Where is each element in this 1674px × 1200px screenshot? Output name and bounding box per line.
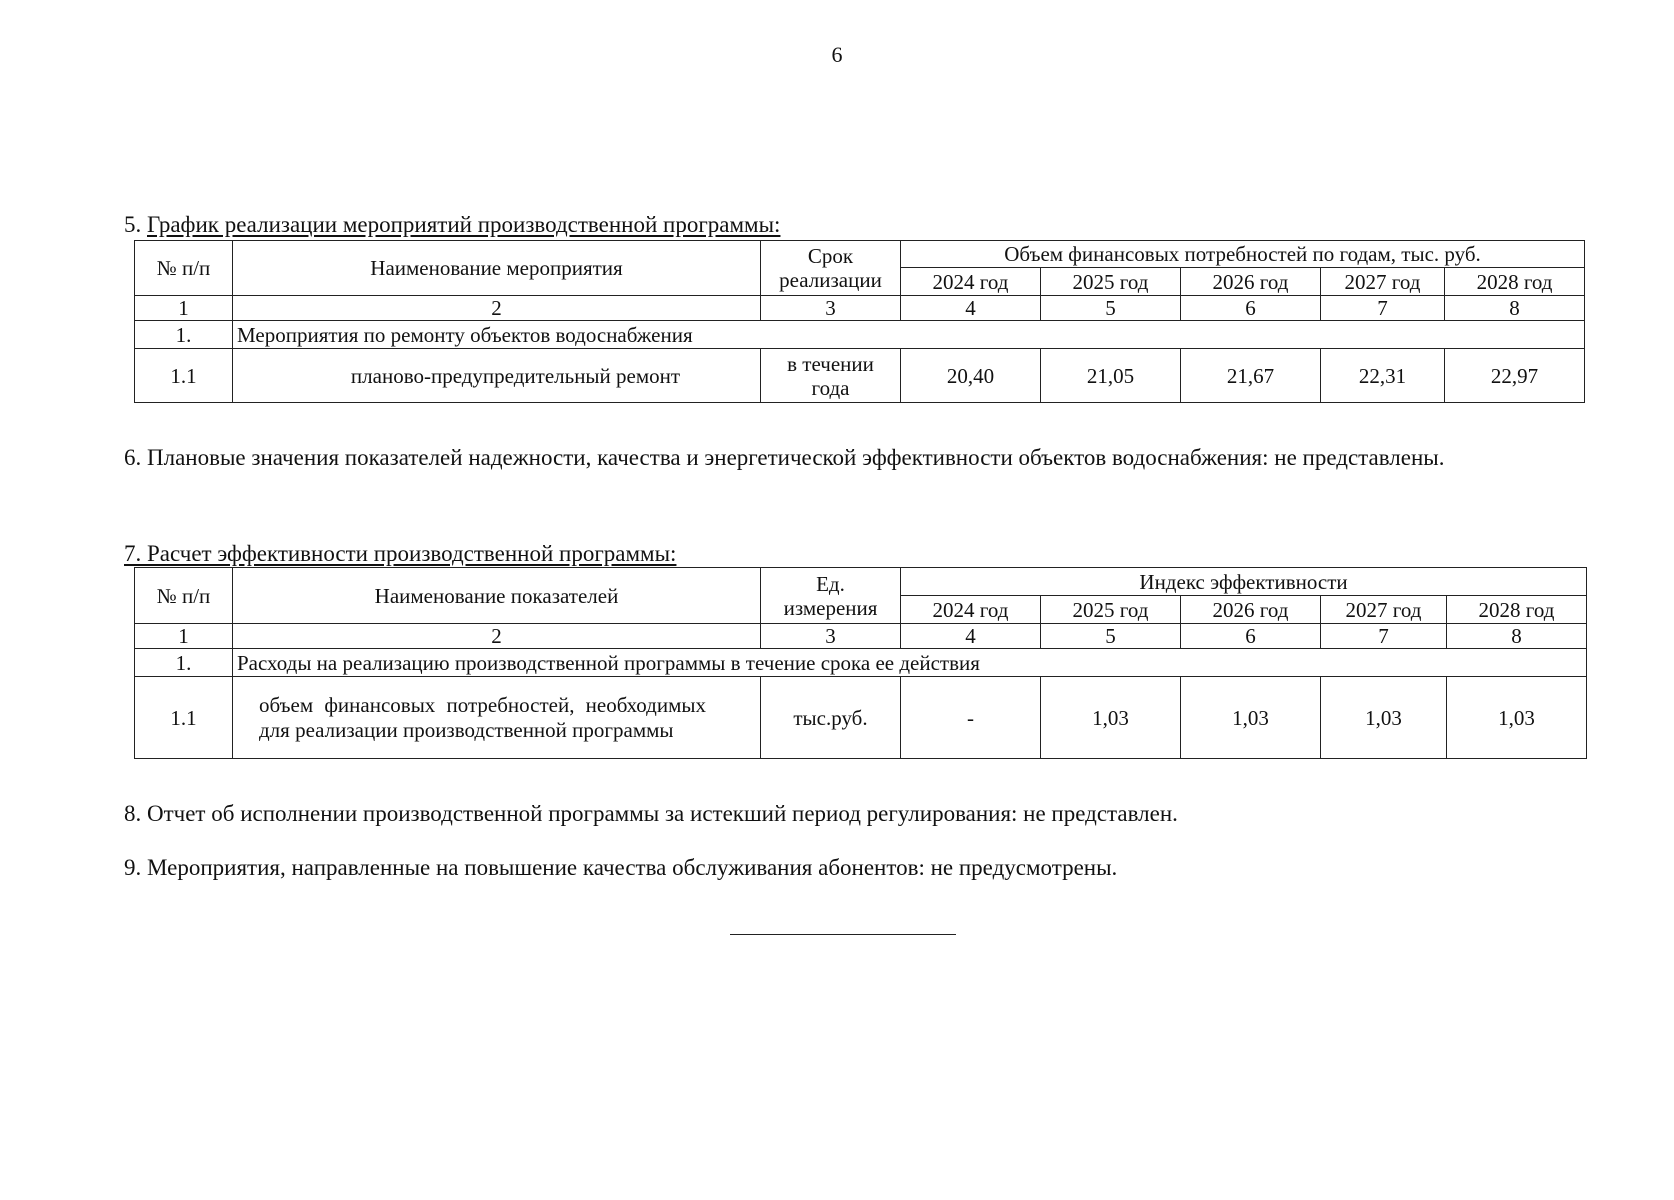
header-year: 2027 год — [1321, 596, 1447, 624]
header-term-line2: реализации — [779, 268, 882, 292]
section-5-heading-number: 5. — [124, 212, 142, 237]
section-7-heading-text: 7. Расчет эффективности производственной программы: — [124, 541, 677, 566]
page-number: 6 — [831, 42, 843, 67]
section-5-heading — [124, 212, 780, 238]
row-name: объем финансовых потребностей, необходимых для реализации производственной программы — [233, 677, 761, 759]
row-num: 1.1 — [135, 677, 233, 759]
index-cell: 7 — [1321, 296, 1445, 321]
row-num: 1. — [135, 649, 233, 677]
index-cell: 4 — [901, 624, 1041, 649]
row-term-line1: в течении — [787, 351, 874, 376]
header-term-line1: Срок — [807, 244, 854, 268]
row-value: 1,03 — [1447, 677, 1587, 759]
header-term — [761, 241, 901, 296]
row-value: 21,05 — [1041, 349, 1181, 403]
index-cell: 3 — [761, 296, 901, 321]
header-year: 2025 год — [1041, 268, 1181, 296]
index-cell: 1 — [135, 296, 233, 321]
header-year: 2025 год — [1041, 596, 1181, 624]
row-value: - — [901, 677, 1041, 759]
table-row — [135, 349, 1585, 403]
header-year: 2027 год — [1321, 268, 1445, 296]
efficiency-table — [134, 567, 1587, 759]
header-efficiency-group: Индекс эффективности — [901, 568, 1587, 596]
header-year: 2024 год — [901, 596, 1041, 624]
index-cell: 7 — [1321, 624, 1447, 649]
header-year: 2028 год — [1447, 596, 1587, 624]
index-cell: 2 — [233, 624, 761, 649]
index-cell: 3 — [761, 624, 901, 649]
header-financial-group: Объем финансовых потребностей по годам, тыс. руб. — [901, 241, 1585, 268]
index-cell: 5 — [1041, 624, 1181, 649]
header-year: 2026 год — [1181, 596, 1321, 624]
table-row-group — [135, 321, 1585, 349]
index-cell: 2 — [233, 296, 761, 321]
section-8-text: 8. Отчет об исполнении производственной программы за истекший период регулирования: не представлен. — [124, 801, 1178, 826]
row-value: 1,03 — [1041, 677, 1181, 759]
row-value: 22,31 — [1321, 349, 1445, 403]
index-cell: 6 — [1181, 624, 1321, 649]
index-cell: 4 — [901, 296, 1041, 321]
row-term — [761, 349, 901, 403]
row-value: 22,97 — [1445, 349, 1585, 403]
row-value: 21,67 — [1181, 349, 1321, 403]
row-value: 1,03 — [1321, 677, 1447, 759]
table-row — [135, 677, 1587, 759]
header-unit-line2: измерения — [783, 595, 878, 620]
header-year: 2024 год — [901, 268, 1041, 296]
index-cell: 1 — [135, 624, 233, 649]
header-name: Наименование мероприятия — [233, 241, 761, 296]
row-group-name: Мероприятия по ремонту объектов водоснабжения — [233, 321, 1585, 349]
schedule-table — [134, 240, 1585, 403]
section-6-text: 6. Плановые значения показателей надежности, качества и энергетической эффективности объектов водоснабжения: не представлены. — [124, 445, 1445, 470]
table-row-group — [135, 649, 1587, 677]
header-year: 2026 год — [1181, 268, 1321, 296]
header-unit — [761, 568, 901, 624]
row-num: 1. — [135, 321, 233, 349]
header-unit-line1: Ед. — [816, 571, 845, 596]
section-5-heading-text: График реализации мероприятий производственной программы: — [147, 212, 781, 237]
row-num: 1.1 — [135, 349, 233, 403]
header-num: № п/п — [135, 241, 233, 296]
row-unit: тыс.руб. — [761, 677, 901, 759]
column-index-row — [135, 624, 1587, 649]
index-cell: 6 — [1181, 296, 1321, 321]
row-value: 20,40 — [901, 349, 1041, 403]
row-value: 1,03 — [1181, 677, 1321, 759]
row-group-name: Расходы на реализацию производственной программы в течение срока ее действия — [233, 649, 1587, 677]
column-index-row — [135, 296, 1585, 321]
section-7-heading — [124, 541, 676, 567]
section-9-text: 9. Мероприятия, направленные на повышение качества обслуживания абонентов: не предусмотрены. — [124, 855, 1118, 880]
index-cell: 8 — [1447, 624, 1587, 649]
row-name: планово-предупредительный ремонт — [233, 349, 761, 403]
row-term-line2: года — [811, 375, 850, 400]
index-cell: 8 — [1445, 296, 1585, 321]
header-name: Наименование показателей — [233, 568, 761, 624]
header-num: № п/п — [135, 568, 233, 624]
closing-separator-line — [730, 934, 956, 935]
index-cell: 5 — [1041, 296, 1181, 321]
header-year: 2028 год — [1445, 268, 1585, 296]
